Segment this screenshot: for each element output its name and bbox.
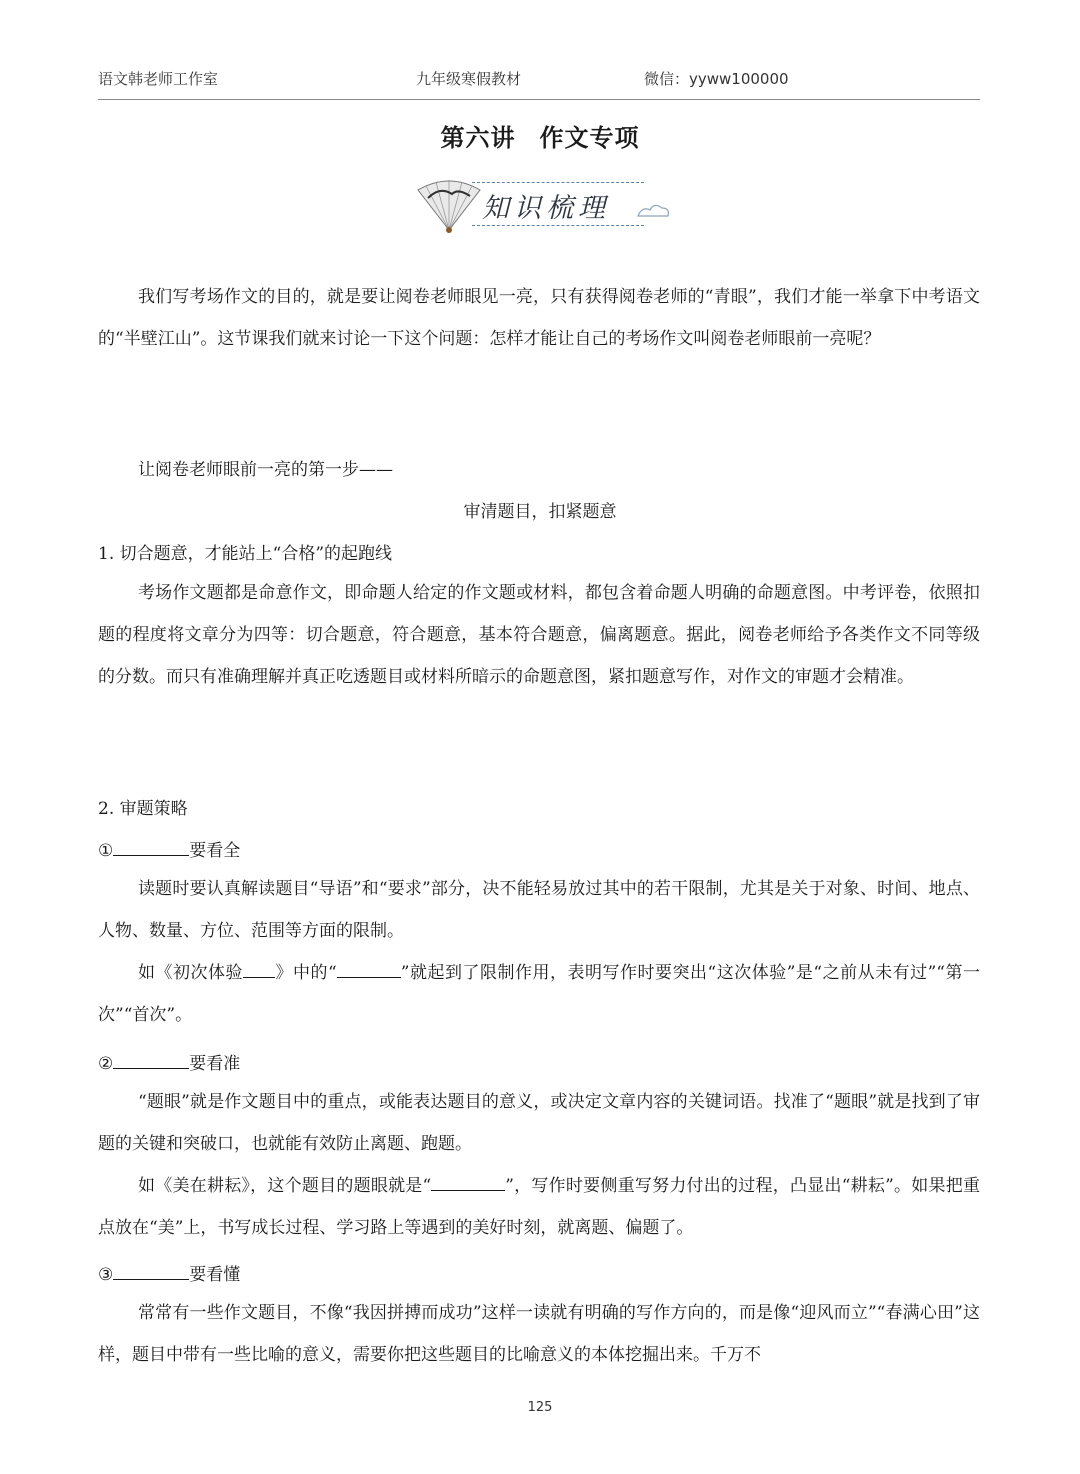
item1-text: 读题时要认真解读题目“导语”和“要求”部分，决不能轻易放过其中的若干限制，尤其是关于对象、时间、地点、人物、数量、方位、范围等方面的限制。 (98, 879, 980, 941)
item3-label: 要看懂 (189, 1265, 241, 1285)
item1-example-c: ”就起到了限制作用，表明写作时要突出“这次体验”是“之前从未有过”“第一次”“首次”。 (98, 963, 981, 1025)
item3-blank (113, 1262, 189, 1280)
item1-body (98, 868, 980, 1036)
banner-label: 知识梳理 (482, 193, 610, 224)
item1-example-blank-1 (243, 960, 275, 978)
header-book-title: 九年级寒假教材 (416, 70, 522, 88)
item1-label: 要看全 (189, 841, 241, 861)
item2-text: “题眼”就是作文题目中的重点，或能表达题目的意义，或决定文章内容的关键词语。找准了“题眼”就是找到了审题的关键和突破口，也就能有效防止离题、跑题。 (98, 1092, 980, 1154)
section2-title: 2. 审题策略 (98, 799, 188, 819)
page-title (0, 118, 1080, 153)
intro-text: 我们写考场作文的目的，就是要让阅卷老师眼见一亮，只有获得阅卷老师的“青眼”，我们才能一举拿下中考语文的“半壁江山”。这节课我们就来讨论一下这个问题：怎样才能让自己的考场作文叫阅卷老师眼前一亮呢？ (98, 287, 980, 349)
strategy-item-2 (98, 1049, 240, 1074)
item1-example-a: 如《初次体验 (138, 963, 244, 983)
page-number: 125 (527, 1400, 553, 1415)
knowledge-banner (414, 176, 664, 236)
item2-example-a: 如《美在耕耘》，这个题目的题眼就是“ (138, 1176, 432, 1196)
intro-paragraph (98, 276, 980, 360)
section1-text: 考场作文题都是命意作文，即命题人给定的作文题或材料，都包含着命题人明确的命题意图。中考评卷，依照扣题的程度将文章分为四等：切合题意，符合题意，基本符合题意，偏离题意。据此，阅卷老师给予各类作文不同等级的分数。而只有准确理解并真正吃透题目或材料所暗示的命题意图，紧扣题意写作，对作文的审题才会精准。 (98, 583, 980, 687)
item1-marker: ① (98, 841, 114, 861)
item2-label: 要看准 (189, 1054, 241, 1074)
item1-example-b: 》中的“ (275, 963, 337, 983)
header-studio-name: 语文韩老师工作室 (98, 70, 219, 88)
item1-example (98, 952, 980, 1036)
header-divider (98, 99, 980, 100)
strategy-item-3 (98, 1260, 240, 1285)
item3-marker: ③ (98, 1265, 114, 1285)
item2-blank (113, 1051, 189, 1069)
item1-example-blank-2 (337, 960, 401, 978)
title-topic: 作文专项 (539, 123, 640, 152)
cloud-ornament-icon (636, 200, 672, 220)
title-lecture-number: 第六讲 (440, 123, 516, 152)
item2-body (98, 1081, 980, 1249)
item3-body (98, 1292, 980, 1376)
item2-example-b: ”，写作时要侧重写努力付出的过程，凸显出“耕耘”。如果把重点放在“美”上，书写成长过程、学习路上等遇到的美好时刻，就离题、偏题了。 (98, 1176, 980, 1238)
item2-marker: ② (98, 1054, 114, 1074)
step-lead: 让阅卷老师眼前一亮的第一步—— (138, 460, 393, 480)
item3-text: 常常有一些作文题目，不像“我因拼搏而成功”这样一读就有明确的写作方向的，而是像“迎风而立”“春满心田”这样，题目中带有一些比喻的意义，需要你把这些题目的比喻意义的本体挖掘出来。千万不 (98, 1303, 980, 1365)
strategy-item-1 (98, 836, 240, 861)
section1-body (98, 572, 980, 698)
item2-example-blank (431, 1173, 505, 1191)
item2-example (98, 1165, 980, 1249)
header-wechat: 微信：yyww100000 (644, 70, 789, 88)
step-heading: 审清题目，扣紧题意 (463, 502, 617, 522)
section1-title: 1. 切合题意，才能站上“合格”的起跑线 (98, 544, 393, 564)
item1-blank (113, 838, 189, 856)
